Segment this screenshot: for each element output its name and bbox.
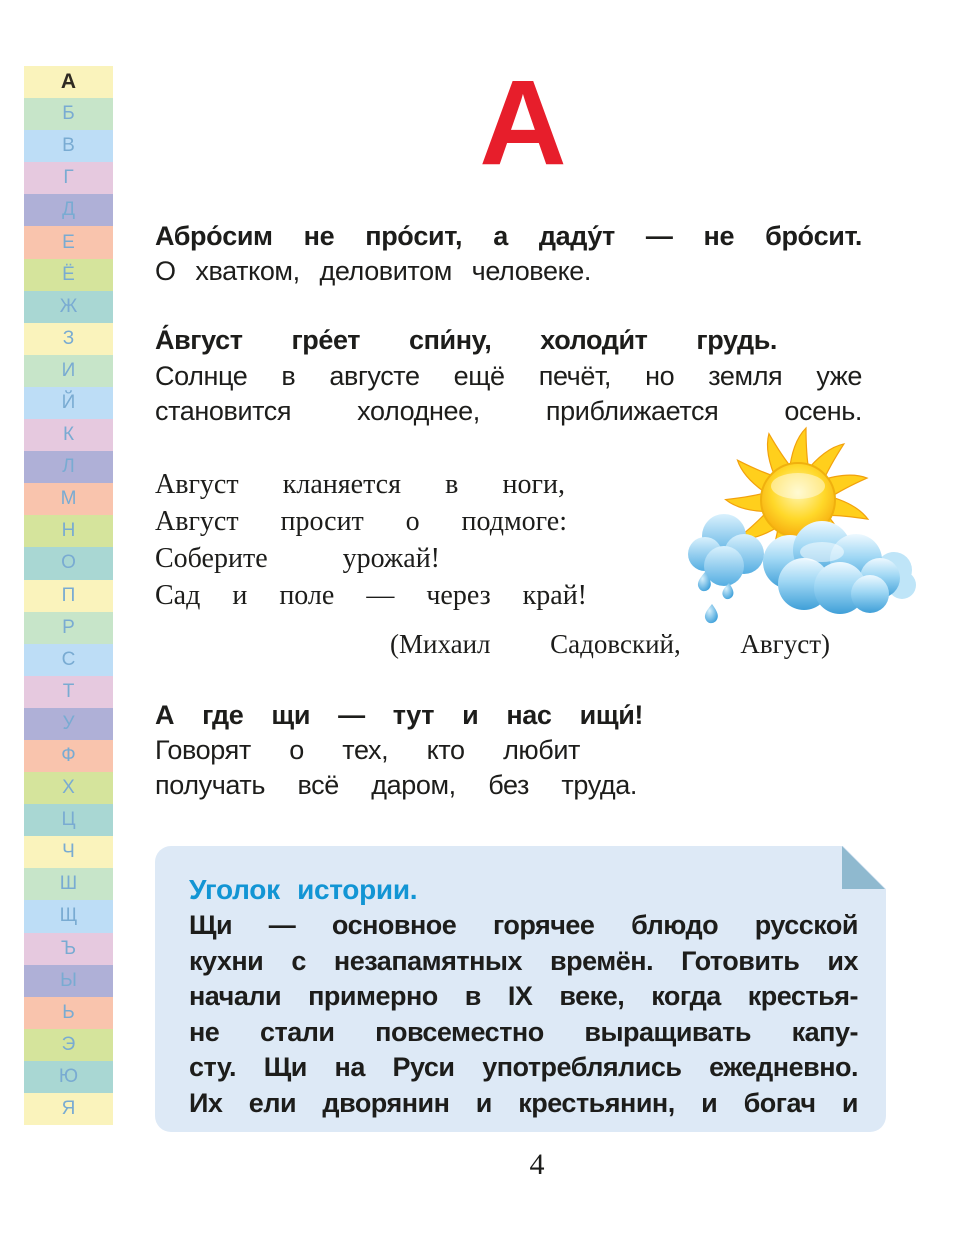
alphabet-tab-Е: Е [24,226,113,258]
cloud-small-icon [688,514,764,586]
proverb-3-definition-line: Говорят о тех, кто любит [155,735,580,765]
poem-line: Соберите урожай! [155,543,440,574]
alphabet-tab-К: К [24,419,113,451]
alphabet-tab-Ю: Ю [24,1061,113,1093]
alphabet-tab-Д: Д [24,194,113,226]
alphabet-tab-Ё: Ё [24,259,113,291]
alphabet-tab-Й: Й [24,387,113,419]
alphabet-tab-М: М [24,483,113,515]
proverb-2-definition-line: Солнце в августе ещё печёт, но земля уже [155,361,862,391]
alphabet-tab-О: О [24,547,113,579]
poem-line: Сад и поле — через край! [155,580,587,611]
proverb-2-headword: А́вгуст гре́ет спи́ну, холоди́т грудь. [155,325,777,355]
history-text-line: начали примерно в IX веке, когда крестья- [189,981,858,1011]
alphabet-tab-Ъ: Ъ [24,933,113,965]
page-number: 4 [529,1148,545,1181]
poem-attribution: (Михаил Садовский, Август) [390,629,830,659]
alphabet-tab-Ф: Ф [24,740,113,772]
alphabet-tab-Ч: Ч [24,836,113,868]
alphabet-tab-Х: Х [24,772,113,804]
poem-line: Август кланяется в ноги, [155,469,565,500]
alphabet-tab-Ы: Ы [24,965,113,997]
history-box [155,846,886,1132]
alphabet-tab-Г: Г [24,162,113,194]
alphabet-tab-Щ: Щ [24,900,113,932]
alphabet-sidebar [24,66,113,1125]
alphabet-tab-З: З [24,323,113,355]
alphabet-tab-Ш: Ш [24,868,113,900]
alphabet-tab-С: С [24,644,113,676]
alphabet-tab-В: В [24,130,113,162]
alphabet-tab-П: П [24,580,113,612]
alphabet-tab-У: У [24,708,113,740]
alphabet-tab-Б: Б [24,98,113,130]
proverb-1-headword: Абро́сим не про́сит, а даду́т — не бро́сит. [155,221,862,251]
alphabet-tab-Я: Я [24,1093,113,1125]
alphabet-tab-Э: Э [24,1029,113,1061]
history-lead-word: Щи [189,910,233,940]
proverb-2-definition-line: становится холоднее, приближается осень. [155,396,862,426]
history-text-line: Их ели дворянин и крестьянин, и богач и [189,1087,858,1118]
section-letter: А [479,54,565,190]
history-text-line: не стали повсеместно выращивать капу- [189,1016,858,1047]
alphabet-tab-Н: Н [24,515,113,547]
alphabet-tab-А: А [24,66,113,98]
poem-line: Август просит о подмоге: [155,506,567,537]
alphabet-tab-Т: Т [24,676,113,708]
history-line-rest: — основное горячее блюдо русской [232,910,858,940]
history-text-line [189,908,858,944]
alphabet-tab-И: И [24,355,113,387]
alphabet-tab-Ж: Ж [24,291,113,323]
history-text-line: кухни с незапамятных времён. Готовить их [189,945,858,976]
alphabet-tab-Ц: Ц [24,804,113,836]
alphabet-tab-Л: Л [24,451,113,483]
proverb-3-headword: А где щи — тут и нас ищи́! [155,700,643,730]
alphabet-tab-Р: Р [24,612,113,644]
proverb-3-definition-line: получать всё даром, без труда. [155,770,637,800]
history-text-line: сту. Щи на Руси употреблялись ежедневно. [189,1052,858,1082]
proverb-1-definition: О хватком, деловитом человеке. [155,256,591,286]
sun-cloud-rain-illustration [672,424,924,629]
alphabet-tab-Ь: Ь [24,997,113,1029]
history-box-title: Уголок истории. [189,874,418,905]
